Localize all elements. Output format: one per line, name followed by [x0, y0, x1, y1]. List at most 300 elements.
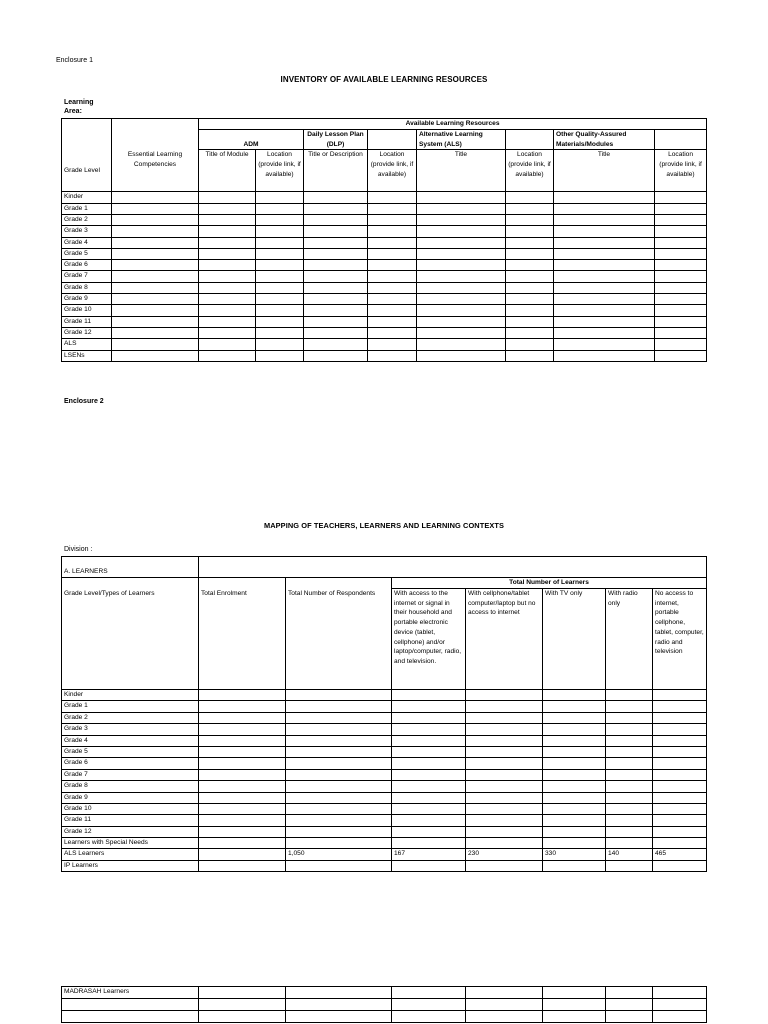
resource-cell	[256, 215, 304, 226]
count-cell	[392, 999, 466, 1011]
count-cell	[653, 746, 707, 757]
count-cell	[543, 724, 606, 735]
count-cell	[466, 826, 543, 837]
resource-cell	[112, 305, 199, 316]
table-row	[62, 803, 707, 814]
count-cell	[653, 987, 707, 999]
table-row	[62, 987, 707, 999]
resource-cell	[655, 226, 707, 237]
resource-cell	[417, 203, 506, 214]
table-row	[62, 999, 707, 1011]
division-label: Division :	[64, 546, 93, 553]
count-cell	[466, 724, 543, 735]
table-row	[62, 838, 707, 849]
table-row	[62, 1011, 707, 1023]
count-cell	[466, 735, 543, 746]
count-cell	[606, 803, 653, 814]
location-header-4: Location (provide link, if available)	[655, 150, 707, 192]
learner-type-cell: Grade 12	[62, 826, 199, 837]
resource-cell	[554, 339, 655, 350]
table-row	[62, 248, 707, 259]
count-cell	[543, 758, 606, 769]
resource-cell	[304, 271, 368, 282]
resource-cell	[417, 226, 506, 237]
resource-cell	[417, 350, 506, 361]
count-cell	[286, 826, 392, 837]
count-cell	[286, 803, 392, 814]
learner-type-cell: ALS Learners	[62, 849, 199, 860]
grade-level-cell: Grade 12	[62, 327, 112, 338]
resource-cell	[112, 192, 199, 203]
count-cell	[392, 746, 466, 757]
count-cell	[653, 701, 707, 712]
count-cell	[392, 735, 466, 746]
count-cell	[286, 781, 392, 792]
count-cell	[199, 815, 286, 826]
learner-type-cell: MADRASAH Learners	[62, 987, 199, 999]
count-cell	[606, 1011, 653, 1023]
resource-cell	[655, 316, 707, 327]
grade-types-header: Grade Level/Types of Learners	[62, 589, 199, 690]
count-cell	[606, 838, 653, 849]
map-header-blank-1	[62, 578, 199, 589]
grade-level-cell: Grade 10	[62, 305, 112, 316]
count-cell	[466, 792, 543, 803]
table-row	[62, 350, 707, 361]
resource-cell	[368, 271, 417, 282]
inventory-title: INVENTORY OF AVAILABLE LEARNING RESOURCES	[280, 75, 488, 84]
count-cell	[286, 999, 392, 1011]
count-cell: 330	[543, 849, 606, 860]
grade-level-cell: Grade 2	[62, 215, 112, 226]
count-cell	[199, 746, 286, 757]
count-cell	[466, 758, 543, 769]
resource-cell	[368, 316, 417, 327]
grade-level-cell: ALS	[62, 339, 112, 350]
count-cell	[466, 701, 543, 712]
resource-cell	[417, 271, 506, 282]
resource-cell	[304, 226, 368, 237]
section-a-blank	[199, 557, 707, 578]
table-row	[62, 769, 707, 780]
resource-cell	[506, 316, 554, 327]
resource-cell	[368, 215, 417, 226]
count-cell	[653, 815, 707, 826]
count-cell	[543, 826, 606, 837]
resource-cell	[199, 192, 256, 203]
count-cell	[286, 701, 392, 712]
count-cell	[199, 1011, 286, 1023]
table-row	[62, 860, 707, 871]
count-cell	[543, 735, 606, 746]
with-access-header: With access to the internet or signal in their household and portable electronic device (tablet, cellphone) and/or laptop/computer, radio, and television.	[392, 589, 466, 690]
resource-cell	[506, 350, 554, 361]
count-cell: 465	[653, 849, 707, 860]
count-cell	[606, 781, 653, 792]
learner-type-cell: Grade 7	[62, 769, 199, 780]
resource-cell	[506, 215, 554, 226]
resource-cell	[554, 316, 655, 327]
section-a-header: A. LEARNERS	[62, 557, 199, 578]
table-row	[62, 781, 707, 792]
resource-cell	[304, 215, 368, 226]
count-cell	[466, 860, 543, 871]
resource-cell	[554, 203, 655, 214]
resource-cell	[112, 248, 199, 259]
count-cell	[199, 860, 286, 871]
count-cell	[606, 815, 653, 826]
count-cell	[286, 792, 392, 803]
learner-type-cell: Kinder	[62, 690, 199, 701]
dlp-header: Daily Lesson Plan (DLP)	[304, 130, 368, 150]
grade-level-cell: Grade 9	[62, 294, 112, 305]
resource-cell	[256, 316, 304, 327]
resource-cell	[304, 203, 368, 214]
count-cell	[606, 724, 653, 735]
count-cell	[543, 1011, 606, 1023]
resource-cell	[112, 237, 199, 248]
resource-cell	[112, 294, 199, 305]
count-cell	[543, 803, 606, 814]
resource-cell	[199, 339, 256, 350]
count-cell	[653, 758, 707, 769]
count-cell	[199, 792, 286, 803]
map-header-blank-2	[199, 578, 286, 589]
count-cell	[199, 999, 286, 1011]
mapping-table	[61, 556, 707, 872]
resource-cell	[506, 237, 554, 248]
grade-level-cell: Kinder	[62, 192, 112, 203]
count-cell	[466, 712, 543, 723]
count-cell	[199, 769, 286, 780]
learner-type-cell: Grade 9	[62, 792, 199, 803]
resource-cell	[256, 237, 304, 248]
resource-cell	[256, 192, 304, 203]
enclosure-2-label: Enclosure 2	[64, 398, 104, 405]
resource-cell	[368, 203, 417, 214]
location-header-1: Location (provide link, if available)	[256, 150, 304, 192]
resource-cell	[554, 248, 655, 259]
inventory-table	[61, 118, 707, 362]
resource-cell	[304, 305, 368, 316]
resource-cell	[655, 271, 707, 282]
grade-level-cell: Grade 11	[62, 316, 112, 327]
available-resources-header: Available Learning Resources	[199, 119, 707, 130]
count-cell	[286, 746, 392, 757]
resource-cell	[199, 294, 256, 305]
count-cell	[606, 701, 653, 712]
resource-cell	[199, 271, 256, 282]
resource-cell	[256, 294, 304, 305]
count-cell	[606, 746, 653, 757]
resource-cell	[368, 282, 417, 293]
resource-cell	[554, 327, 655, 338]
count-cell	[543, 746, 606, 757]
count-cell	[653, 1011, 707, 1023]
learner-type-cell: Grade 10	[62, 803, 199, 814]
count-cell	[543, 781, 606, 792]
count-cell	[606, 712, 653, 723]
grade-level-cell: Grade 4	[62, 237, 112, 248]
count-cell	[466, 815, 543, 826]
location-header-2: Location (provide link, if available)	[368, 150, 417, 192]
resource-cell	[199, 215, 256, 226]
grade-level-cell: Grade 8	[62, 282, 112, 293]
resource-cell	[304, 248, 368, 259]
total-learners-header: Total Number of Learners	[392, 578, 707, 589]
count-cell	[466, 690, 543, 701]
resource-cell	[506, 260, 554, 271]
resource-cell	[554, 294, 655, 305]
count-cell	[392, 758, 466, 769]
learner-type-cell: Learners with Special Needs	[62, 838, 199, 849]
count-cell	[653, 792, 707, 803]
count-cell	[392, 781, 466, 792]
resource-cell	[506, 305, 554, 316]
resource-cell	[368, 339, 417, 350]
resource-cell	[199, 226, 256, 237]
other-blank	[655, 130, 707, 150]
table-row	[62, 260, 707, 271]
resource-cell	[368, 226, 417, 237]
resource-cell	[655, 260, 707, 271]
resource-cell	[417, 316, 506, 327]
resource-cell	[506, 339, 554, 350]
resource-cell	[655, 192, 707, 203]
count-cell	[392, 1011, 466, 1023]
count-cell	[466, 999, 543, 1011]
resource-cell	[554, 192, 655, 203]
resource-cell	[506, 271, 554, 282]
count-cell	[199, 758, 286, 769]
location-header-3: Location (provide link, if available)	[506, 150, 554, 192]
als-blank	[506, 130, 554, 150]
dlp-blank	[368, 130, 417, 150]
count-cell	[286, 838, 392, 849]
resource-cell	[506, 226, 554, 237]
resource-cell	[256, 305, 304, 316]
count-cell	[466, 838, 543, 849]
resource-cell	[256, 327, 304, 338]
count-cell	[199, 701, 286, 712]
count-cell	[392, 838, 466, 849]
count-cell	[199, 690, 286, 701]
resource-cell	[506, 203, 554, 214]
resource-cell	[256, 226, 304, 237]
title-module-header: Title of Module	[199, 150, 256, 192]
count-cell	[653, 781, 707, 792]
count-cell	[543, 860, 606, 871]
with-cellphone-header: With cellphone/tablet computer/laptop but no access to internet	[466, 589, 543, 690]
count-cell	[653, 860, 707, 871]
resource-cell	[112, 215, 199, 226]
resource-cell	[655, 237, 707, 248]
adm-header: ADM	[199, 130, 304, 150]
resource-cell	[199, 248, 256, 259]
resource-cell	[417, 282, 506, 293]
resource-cell	[199, 260, 256, 271]
resource-cell	[199, 203, 256, 214]
resource-cell	[506, 192, 554, 203]
resource-cell	[506, 248, 554, 259]
resource-cell	[554, 350, 655, 361]
resource-cell	[304, 339, 368, 350]
enclosure-1-label: Enclosure 1	[56, 57, 93, 64]
als-header: Alternative Learning System (ALS)	[417, 130, 506, 150]
resource-cell	[417, 294, 506, 305]
learner-type-cell: Grade 2	[62, 712, 199, 723]
table-row	[62, 746, 707, 757]
resource-cell	[112, 316, 199, 327]
table-row	[62, 815, 707, 826]
count-cell	[199, 849, 286, 860]
als-title-header: Title	[417, 150, 506, 192]
resource-cell	[368, 350, 417, 361]
table-row	[62, 192, 707, 203]
resource-cell	[368, 327, 417, 338]
table-row	[62, 735, 707, 746]
resource-cell	[506, 282, 554, 293]
table-row	[62, 826, 707, 837]
count-cell	[199, 781, 286, 792]
grade-level-cell: Grade 5	[62, 248, 112, 259]
header-blank-4	[112, 130, 199, 150]
count-cell	[606, 826, 653, 837]
resource-cell	[199, 282, 256, 293]
resource-cell	[655, 327, 707, 338]
table-row	[62, 282, 707, 293]
resource-cell	[417, 237, 506, 248]
count-cell	[199, 712, 286, 723]
resource-cell	[368, 294, 417, 305]
resource-cell	[655, 339, 707, 350]
count-cell	[466, 781, 543, 792]
count-cell	[543, 815, 606, 826]
resource-cell	[304, 316, 368, 327]
learner-type-cell: Grade 1	[62, 701, 199, 712]
learner-type-cell: Grade 11	[62, 815, 199, 826]
resource-cell	[112, 260, 199, 271]
total-enrolment-header: Total Enrolment	[199, 589, 286, 690]
count-cell	[392, 712, 466, 723]
resource-cell	[506, 327, 554, 338]
resource-cell	[554, 305, 655, 316]
resource-cell	[554, 282, 655, 293]
table-row	[62, 792, 707, 803]
resource-cell	[554, 226, 655, 237]
resource-cell	[554, 260, 655, 271]
resource-cell	[417, 192, 506, 203]
resource-cell	[554, 215, 655, 226]
resource-cell	[655, 305, 707, 316]
count-cell	[286, 1011, 392, 1023]
count-cell	[392, 769, 466, 780]
resource-cell	[112, 339, 199, 350]
count-cell	[392, 987, 466, 999]
mapping-table-continued	[61, 986, 707, 1023]
table-row	[62, 701, 707, 712]
resource-cell	[199, 350, 256, 361]
table-row	[62, 294, 707, 305]
resource-cell	[655, 294, 707, 305]
header-blank-3	[62, 130, 112, 150]
resource-cell	[256, 260, 304, 271]
learner-type-cell: Grade 4	[62, 735, 199, 746]
learning-area-label: Learning Area:	[64, 99, 94, 115]
count-cell	[543, 701, 606, 712]
resource-cell	[304, 327, 368, 338]
grade-level-cell: Grade 7	[62, 271, 112, 282]
learner-type-cell: Grade 6	[62, 758, 199, 769]
table-row	[62, 305, 707, 316]
table-row	[62, 226, 707, 237]
count-cell	[199, 826, 286, 837]
resource-cell	[112, 282, 199, 293]
table-row	[62, 327, 707, 338]
table-row	[62, 712, 707, 723]
count-cell	[543, 712, 606, 723]
resource-cell	[112, 327, 199, 338]
count-cell	[606, 690, 653, 701]
learner-type-cell	[62, 999, 199, 1011]
count-cell	[286, 690, 392, 701]
count-cell	[653, 838, 707, 849]
table-row	[62, 215, 707, 226]
resource-cell	[256, 248, 304, 259]
count-cell	[653, 724, 707, 735]
count-cell	[543, 769, 606, 780]
resource-cell	[256, 339, 304, 350]
count-cell	[606, 999, 653, 1011]
count-cell	[286, 815, 392, 826]
count-cell	[543, 690, 606, 701]
count-cell	[392, 815, 466, 826]
count-cell: 1,050	[286, 849, 392, 860]
count-cell	[606, 769, 653, 780]
table-row	[62, 237, 707, 248]
table-row	[62, 849, 707, 860]
table-row	[62, 724, 707, 735]
count-cell	[199, 803, 286, 814]
resource-cell	[304, 237, 368, 248]
count-cell	[286, 987, 392, 999]
resource-cell	[368, 248, 417, 259]
resource-cell	[304, 294, 368, 305]
learner-type-cell	[62, 1011, 199, 1023]
count-cell	[606, 758, 653, 769]
grade-level-cell: Grade 3	[62, 226, 112, 237]
learner-type-cell: Grade 3	[62, 724, 199, 735]
map-header-blank-3	[286, 578, 392, 589]
count-cell	[286, 735, 392, 746]
count-cell	[466, 1011, 543, 1023]
count-cell	[286, 769, 392, 780]
grade-level-cell: Grade 1	[62, 203, 112, 214]
learner-type-cell: Grade 5	[62, 746, 199, 757]
resource-cell	[304, 282, 368, 293]
mapping-title: MAPPING OF TEACHERS, LEARNERS AND LEARNING CONTEXTS	[263, 521, 505, 530]
resource-cell	[368, 305, 417, 316]
resource-cell	[304, 350, 368, 361]
count-cell	[543, 792, 606, 803]
resource-cell	[304, 260, 368, 271]
total-respondents-header: Total Number of Respondents	[286, 589, 392, 690]
resource-cell	[112, 271, 199, 282]
count-cell	[392, 860, 466, 871]
resource-cell	[256, 271, 304, 282]
count-cell	[466, 769, 543, 780]
resource-cell	[417, 327, 506, 338]
